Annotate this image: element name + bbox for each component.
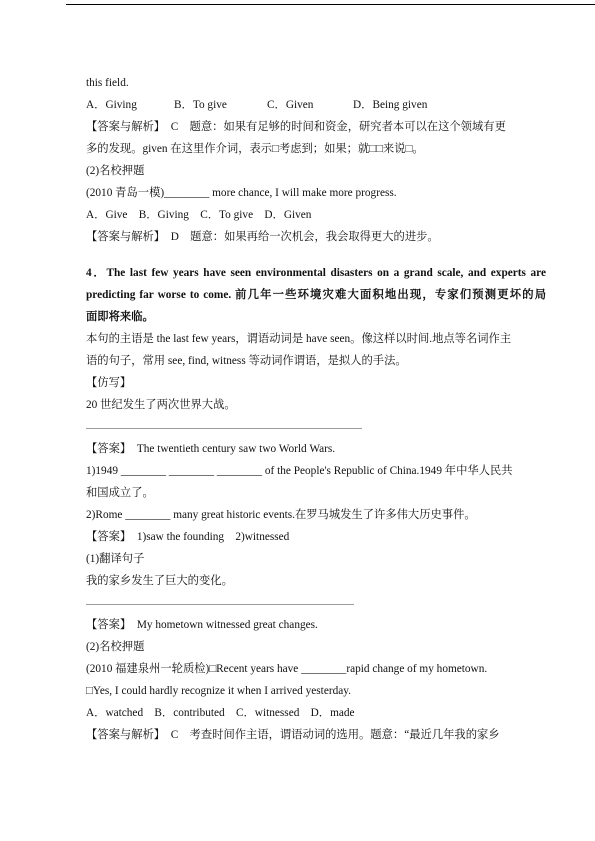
subsection-title: (2)名校押题 xyxy=(86,165,145,177)
option-a: A．Giving xyxy=(86,99,137,111)
practice-item-1: 1)1949 ________ ________ ________ of the People's Republic of China.1949 年中华人民共 xyxy=(86,465,513,477)
options-row: A．Give B．Giving C．To give D．Given xyxy=(86,209,312,221)
explanation-text: 本句的主语是 the last few years，谓语动词是 have seen。像这样以时间.地点等名词作主 xyxy=(86,333,512,345)
section-heading-cont: predicting far worse to come. 前几年一些环境灾难大面积地出现，专家们预测更坏的局 xyxy=(86,289,546,301)
subsection-title: (2)名校押题 xyxy=(86,641,145,653)
imitation-label: 【仿写】 xyxy=(86,377,132,389)
section-heading-end: 面即将来临。 xyxy=(86,311,154,323)
answer-explanation: 【答案与解析】 C 考查时间作主语，谓语动词的选用。题意：“最近几年我的家乡 xyxy=(86,729,500,741)
document-page xyxy=(86,72,546,746)
practice-item-2: 2)Rome ________ many great historic events.在罗马城发生了许多伟大历史事件。 xyxy=(86,509,476,521)
question-text: (2010 青岛一模)________ more chance, I will make more progress. xyxy=(86,187,397,199)
practice-item-1-cont: 和国成立了。 xyxy=(86,487,154,499)
question-text-cont: □Yes, I could hardly recognize it when I arrived yesterday. xyxy=(86,685,351,697)
question-text: (2010 福建泉州一轮质检)□Recent years have ________rapid change of my hometown. xyxy=(86,663,488,675)
text-line: this field. xyxy=(86,77,129,89)
answer-explanation: 【答案与解析】 D 题意：如果再给一次机会，我会取得更大的进步。 xyxy=(86,231,439,243)
explanation-text-cont: 语的句子，常用 see, find, witness 等动词作谓语，是拟人的手法。 xyxy=(86,355,407,367)
option-b: B．To give xyxy=(174,99,227,111)
translation-label: (1)翻译句子 xyxy=(86,553,145,565)
practice-answer: 【答案】 1)saw the founding 2)witnessed xyxy=(86,531,290,543)
options-row xyxy=(86,94,546,116)
answer-blank-line xyxy=(86,592,546,614)
options-row: A．watched B．contributed C．witnessed D．made xyxy=(86,707,355,719)
translation-answer: 【答案】 My hometown witnessed great changes. xyxy=(86,619,318,631)
section-heading: 4．The last few years have seen environmental disasters on a grand scale, and experts are xyxy=(86,267,546,279)
translation-prompt: 我的家乡发生了巨大的变化。 xyxy=(86,575,233,587)
spacer xyxy=(86,248,546,262)
answer-explanation: 【答案与解析】 C 题意：如果有足够的时间和资金，研究者本可以在这个领域有更 xyxy=(86,121,506,133)
option-c: C．Given xyxy=(267,99,314,111)
imitation-prompt: 20 世纪发生了两次世界大战。 xyxy=(86,399,236,411)
option-d: D．Being given xyxy=(353,99,428,111)
answer-explanation-cont: 多的发现。given 在这里作介词，表示□考虑到；如果；就□□来说□。 xyxy=(86,143,424,155)
header-rule xyxy=(66,4,595,5)
imitation-answer: 【答案】 The twentieth century saw two World Wars. xyxy=(86,443,336,455)
answer-blank-line xyxy=(86,416,546,438)
